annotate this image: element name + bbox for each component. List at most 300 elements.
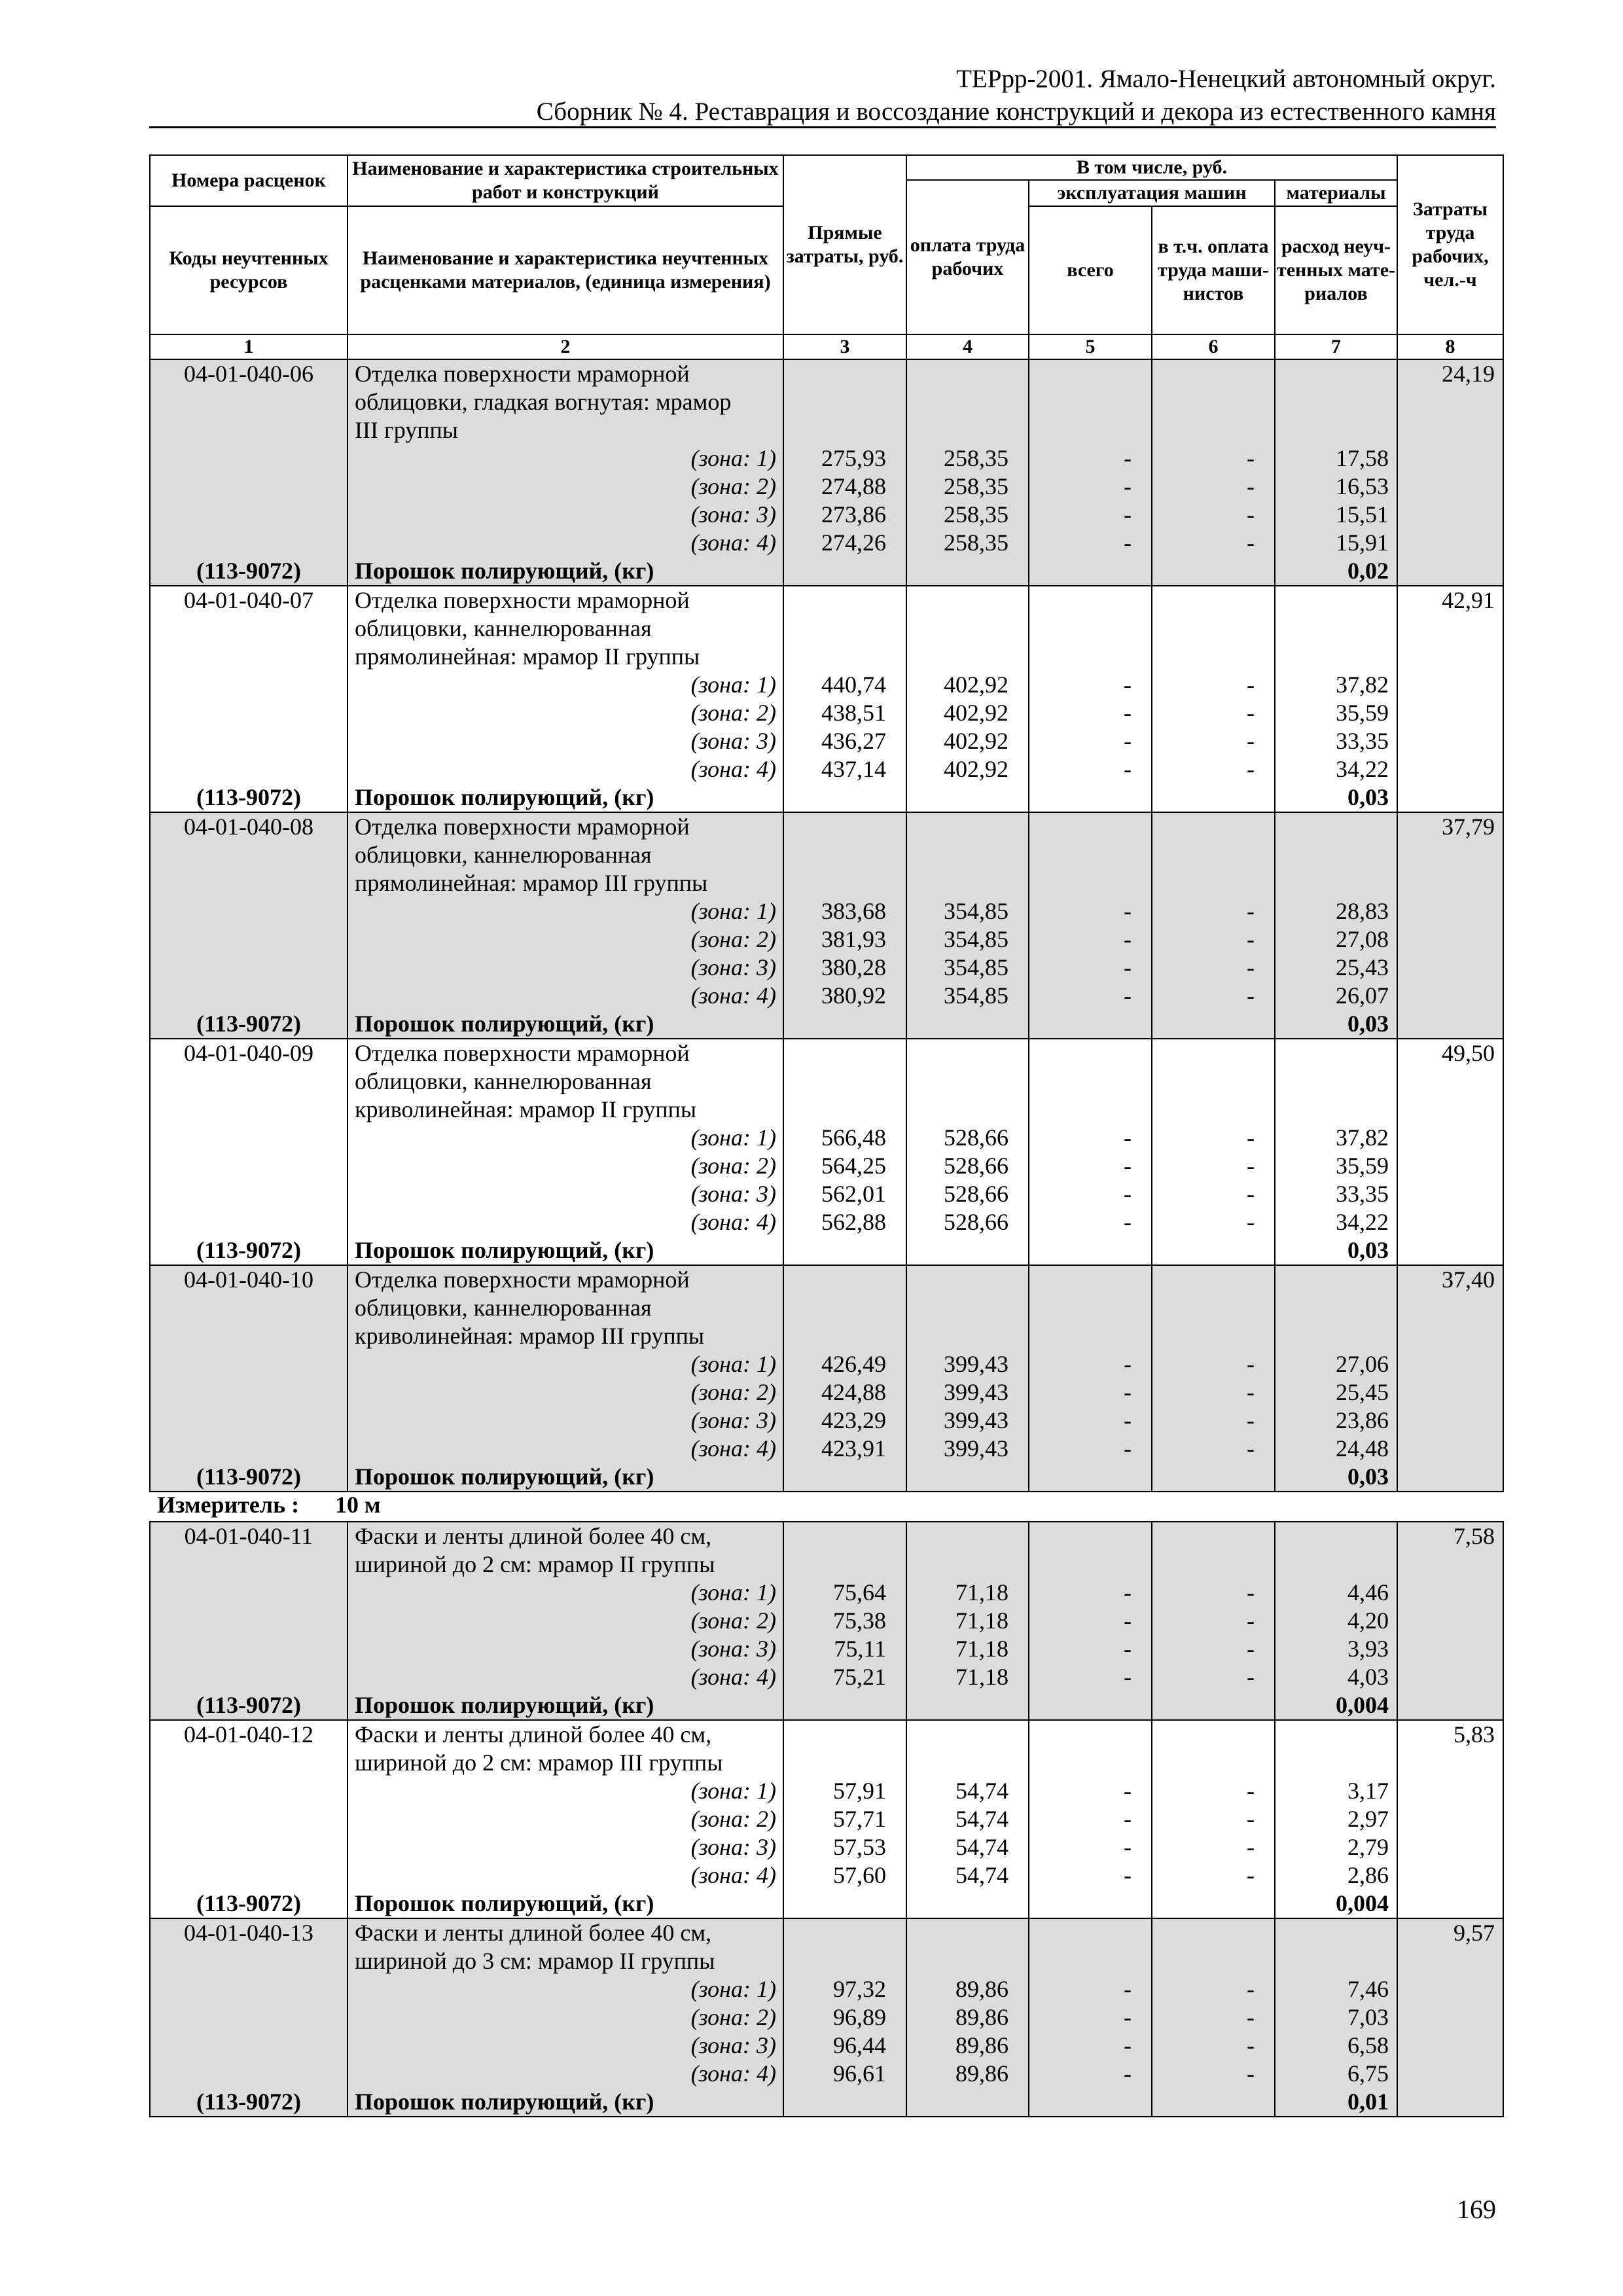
materials-cost xyxy=(1275,359,1397,388)
machines-total xyxy=(1029,869,1152,897)
labor-pay xyxy=(906,1039,1029,1067)
zone-label: (зона: 4) xyxy=(348,1861,783,1890)
machines-total xyxy=(1029,1294,1152,1322)
direct-cost xyxy=(783,1749,906,1777)
machinist-pay xyxy=(1152,783,1275,812)
labor-pay xyxy=(906,1322,1029,1350)
rate-code xyxy=(150,671,348,699)
materials-cost: 27,08 xyxy=(1275,925,1397,954)
machinist-pay xyxy=(1152,2088,1275,2117)
materials-cost: 35,59 xyxy=(1275,1152,1397,1180)
materials-cost: 25,43 xyxy=(1275,954,1397,982)
materials-cost: 34,22 xyxy=(1275,1208,1397,1236)
labor-hours xyxy=(1397,1749,1503,1777)
direct-cost xyxy=(783,615,906,643)
machinist-pay: - xyxy=(1152,529,1275,557)
machines-total xyxy=(1029,1720,1152,1749)
zone-label: (зона: 4) xyxy=(348,982,783,1010)
desc-row xyxy=(150,1947,1503,1975)
labor-hours xyxy=(1397,954,1503,982)
rate-code: 04-01-040-09 xyxy=(150,1039,348,1067)
direct-cost: 426,49 xyxy=(783,1350,906,1378)
rate-description: облицовки, каннелюрованная xyxy=(348,1067,783,1096)
materials-cost xyxy=(1275,1039,1397,1067)
labor-hours xyxy=(1397,1947,1503,1975)
rate-description: шириной до 3 см: мрамор II группы xyxy=(348,1947,783,1975)
rate-code xyxy=(150,982,348,1010)
rate-code xyxy=(150,1322,348,1350)
labor-hours xyxy=(1397,2003,1503,2032)
materials-cost: 33,35 xyxy=(1275,727,1397,755)
resource-row xyxy=(150,1010,1503,1039)
labor-pay: 89,86 xyxy=(906,1975,1029,2003)
desc-row xyxy=(150,1749,1503,1777)
machines-total: - xyxy=(1029,2032,1152,2060)
zone-label: (зона: 2) xyxy=(348,925,783,954)
rate-code xyxy=(150,699,348,727)
machinist-pay: - xyxy=(1152,1124,1275,1152)
rate-code xyxy=(150,1208,348,1236)
labor-pay xyxy=(906,615,1029,643)
desc-row xyxy=(150,1322,1503,1350)
zone-label: (зона: 3) xyxy=(348,727,783,755)
zone-label: (зона: 2) xyxy=(348,699,783,727)
materials-cost xyxy=(1275,1322,1397,1350)
labor-hours xyxy=(1397,444,1503,473)
machinist-pay xyxy=(1152,1551,1275,1579)
labor-hours xyxy=(1397,2088,1503,2117)
rate-code xyxy=(150,954,348,982)
zone-row xyxy=(150,1805,1503,1833)
direct-cost: 75,64 xyxy=(783,1579,906,1607)
direct-cost xyxy=(783,2088,906,2117)
labor-pay: 89,86 xyxy=(906,2003,1029,2032)
machinist-pay: - xyxy=(1152,925,1275,954)
zone-row xyxy=(150,1607,1503,1635)
labor-hours xyxy=(1397,841,1503,869)
rate-code xyxy=(150,1294,348,1322)
rate-description: облицовки, каннелюрованная xyxy=(348,841,783,869)
machines-total: - xyxy=(1029,529,1152,557)
labor-hours xyxy=(1397,2060,1503,2088)
machines-total: - xyxy=(1029,501,1152,529)
direct-cost: 438,51 xyxy=(783,699,906,727)
resource-code: (113-9072) xyxy=(150,1691,348,1720)
direct-cost xyxy=(783,1463,906,1492)
zone-row xyxy=(150,1435,1503,1463)
labor-hours: 5,83 xyxy=(1397,1720,1503,1749)
resource-row xyxy=(150,2088,1503,2117)
rate-description: III группы xyxy=(348,416,783,444)
zone-row xyxy=(150,1777,1503,1805)
labor-hours xyxy=(1397,1805,1503,1833)
rate-code xyxy=(150,1180,348,1208)
labor-pay xyxy=(906,841,1029,869)
header-rule xyxy=(149,126,1496,128)
machines-total xyxy=(1029,1463,1152,1492)
zone-label: (зона: 1) xyxy=(348,1777,783,1805)
direct-cost: 380,28 xyxy=(783,954,906,982)
machinist-pay xyxy=(1152,812,1275,841)
desc-row xyxy=(150,1720,1503,1749)
desc-row xyxy=(150,586,1503,615)
labor-hours xyxy=(1397,1378,1503,1407)
page-number: 169 xyxy=(1457,2195,1496,2224)
machinist-pay xyxy=(1152,1522,1275,1551)
labor-hours xyxy=(1397,671,1503,699)
labor-hours: 37,40 xyxy=(1397,1265,1503,1294)
zone-row xyxy=(150,1635,1503,1663)
zone-row xyxy=(150,1124,1503,1152)
rate-description: Отделка поверхности мраморной xyxy=(348,359,783,388)
materials-cost: 3,93 xyxy=(1275,1635,1397,1663)
rate-code xyxy=(150,2003,348,2032)
labor-hours xyxy=(1397,1124,1503,1152)
direct-cost: 436,27 xyxy=(783,727,906,755)
zone-row xyxy=(150,671,1503,699)
col-num: 2 xyxy=(348,334,783,359)
labor-pay: 354,85 xyxy=(906,982,1029,1010)
labor-pay xyxy=(906,1947,1029,1975)
rate-code xyxy=(150,416,348,444)
rates-table-1 xyxy=(149,359,1504,1492)
resource-quantity: 0,02 xyxy=(1275,557,1397,586)
zone-row xyxy=(150,1861,1503,1890)
labor-pay: 71,18 xyxy=(906,1663,1029,1691)
zone-label: (зона: 3) xyxy=(348,1407,783,1435)
machines-total xyxy=(1029,1236,1152,1265)
direct-cost: 440,74 xyxy=(783,671,906,699)
labor-pay: 528,66 xyxy=(906,1208,1029,1236)
direct-cost: 75,21 xyxy=(783,1663,906,1691)
labor-hours xyxy=(1397,529,1503,557)
col5-header: всего xyxy=(1029,206,1152,334)
labor-pay xyxy=(906,416,1029,444)
direct-cost xyxy=(783,586,906,615)
rate-code xyxy=(150,1124,348,1152)
machines-total xyxy=(1029,615,1152,643)
zone-row xyxy=(150,2060,1503,2088)
labor-hours xyxy=(1397,615,1503,643)
direct-cost xyxy=(783,1096,906,1124)
direct-cost xyxy=(783,359,906,388)
labor-pay: 399,43 xyxy=(906,1378,1029,1407)
machines-total: - xyxy=(1029,1350,1152,1378)
labor-pay: 54,74 xyxy=(906,1861,1029,1890)
labor-hours: 9,57 xyxy=(1397,1918,1503,1947)
machinist-pay xyxy=(1152,1890,1275,1918)
machinist-pay: - xyxy=(1152,444,1275,473)
materials-cost xyxy=(1275,416,1397,444)
rate-code xyxy=(150,1805,348,1833)
rate-description: прямолинейная: мрамор III группы xyxy=(348,869,783,897)
zone-row xyxy=(150,444,1503,473)
rate-description: Отделка поверхности мраморной xyxy=(348,586,783,615)
direct-cost: 96,61 xyxy=(783,2060,906,2088)
desc-row xyxy=(150,812,1503,841)
zone-label: (зона: 3) xyxy=(348,501,783,529)
direct-cost: 273,86 xyxy=(783,501,906,529)
labor-hours xyxy=(1397,1010,1503,1039)
machinist-pay: - xyxy=(1152,1777,1275,1805)
machines-total: - xyxy=(1029,671,1152,699)
rate-group xyxy=(150,1039,1503,1265)
direct-cost: 380,92 xyxy=(783,982,906,1010)
materials-cost: 3,17 xyxy=(1275,1777,1397,1805)
zone-row xyxy=(150,1152,1503,1180)
machines-total: - xyxy=(1029,699,1152,727)
col3-header: Прямые затраты, руб. xyxy=(783,155,906,334)
resource-code: (113-9072) xyxy=(150,783,348,812)
labor-pay: 89,86 xyxy=(906,2060,1029,2088)
zone-row xyxy=(150,954,1503,982)
machinist-pay xyxy=(1152,869,1275,897)
machines-total xyxy=(1029,1096,1152,1124)
labor-pay: 258,35 xyxy=(906,473,1029,501)
machinist-pay: - xyxy=(1152,1435,1275,1463)
rate-group xyxy=(150,1522,1503,1720)
direct-cost: 424,88 xyxy=(783,1378,906,1407)
labor-pay xyxy=(906,1551,1029,1579)
labor-hours xyxy=(1397,473,1503,501)
zone-row xyxy=(150,1579,1503,1607)
direct-cost: 97,32 xyxy=(783,1975,906,2003)
machines-total: - xyxy=(1029,1124,1152,1152)
rate-code xyxy=(150,869,348,897)
page-header xyxy=(149,63,1496,128)
machines-total: - xyxy=(1029,1805,1152,1833)
desc-row xyxy=(150,643,1503,671)
machines-total: - xyxy=(1029,1378,1152,1407)
machines-total: - xyxy=(1029,473,1152,501)
machinist-pay xyxy=(1152,615,1275,643)
machines-total: - xyxy=(1029,925,1152,954)
zone-row xyxy=(150,1663,1503,1691)
materials-cost xyxy=(1275,643,1397,671)
zone-label: (зона: 2) xyxy=(348,473,783,501)
machines-total: - xyxy=(1029,1607,1152,1635)
labor-pay: 528,66 xyxy=(906,1124,1029,1152)
labor-hours xyxy=(1397,1236,1503,1265)
direct-cost xyxy=(783,1067,906,1096)
rate-code: 04-01-040-08 xyxy=(150,812,348,841)
col-num: 4 xyxy=(906,334,1029,359)
zone-label: (зона: 2) xyxy=(348,1607,783,1635)
resource-quantity: 0,004 xyxy=(1275,1890,1397,1918)
machinist-pay xyxy=(1152,1010,1275,1039)
resource-name: Порошок полирующий, (кг) xyxy=(348,557,783,586)
direct-cost xyxy=(783,1890,906,1918)
direct-cost xyxy=(783,1691,906,1720)
machinist-pay: - xyxy=(1152,1350,1275,1378)
rate-code xyxy=(150,1663,348,1691)
machines-total: - xyxy=(1029,954,1152,982)
rate-code xyxy=(150,2060,348,2088)
labor-pay xyxy=(906,359,1029,388)
zone-label: (зона: 4) xyxy=(348,755,783,783)
labor-hours xyxy=(1397,1067,1503,1096)
rate-code xyxy=(150,1551,348,1579)
desc-row xyxy=(150,1067,1503,1096)
machinist-pay: - xyxy=(1152,727,1275,755)
machines-total: - xyxy=(1029,727,1152,755)
labor-pay: 258,35 xyxy=(906,444,1029,473)
labor-pay xyxy=(906,1918,1029,1947)
rate-description: Отделка поверхности мраморной xyxy=(348,1039,783,1067)
rate-code xyxy=(150,727,348,755)
labor-hours xyxy=(1397,1322,1503,1350)
rate-code xyxy=(150,1152,348,1180)
labor-pay: 54,74 xyxy=(906,1777,1029,1805)
desc-row xyxy=(150,841,1503,869)
col-num: 5 xyxy=(1029,334,1152,359)
machines-total xyxy=(1029,1918,1152,1947)
labor-hours xyxy=(1397,1463,1503,1492)
labor-pay xyxy=(906,1236,1029,1265)
machinist-pay xyxy=(1152,1236,1275,1265)
resource-quantity: 0,03 xyxy=(1275,783,1397,812)
resource-name: Порошок полирующий, (кг) xyxy=(348,2088,783,2117)
machinist-pay: - xyxy=(1152,1208,1275,1236)
rate-group xyxy=(150,586,1503,812)
machines-total xyxy=(1029,783,1152,812)
labor-hours xyxy=(1397,1350,1503,1378)
materials-cost: 7,46 xyxy=(1275,1975,1397,2003)
rate-description: облицовки, гладкая вогнутая: мрамор xyxy=(348,388,783,416)
machinist-pay xyxy=(1152,643,1275,671)
resource-name: Порошок полирующий, (кг) xyxy=(348,1236,783,1265)
machinist-pay xyxy=(1152,1294,1275,1322)
direct-cost xyxy=(783,1322,906,1350)
desc-row xyxy=(150,1096,1503,1124)
materials-cost: 28,83 xyxy=(1275,897,1397,925)
labor-pay: 528,66 xyxy=(906,1152,1029,1180)
materials-cost xyxy=(1275,586,1397,615)
labor-hours xyxy=(1397,1579,1503,1607)
labor-pay: 402,92 xyxy=(906,699,1029,727)
direct-cost: 274,88 xyxy=(783,473,906,501)
materials-cost: 37,82 xyxy=(1275,1124,1397,1152)
machines-total xyxy=(1029,2088,1152,2117)
direct-cost: 423,29 xyxy=(783,1407,906,1435)
labor-pay: 402,92 xyxy=(906,727,1029,755)
materials-header: материалы xyxy=(1275,180,1397,206)
direct-cost: 75,11 xyxy=(783,1635,906,1663)
resource-name: Порошок полирующий, (кг) xyxy=(348,1890,783,1918)
zone-row xyxy=(150,2032,1503,2060)
collection-title: ТЕРрр-2001. Ямало-Ненецкий автономный округ. xyxy=(956,65,1496,93)
labor-hours xyxy=(1397,1208,1503,1236)
labor-hours: 37,79 xyxy=(1397,812,1503,841)
col-num: 8 xyxy=(1397,334,1503,359)
direct-cost: 562,01 xyxy=(783,1180,906,1208)
direct-cost xyxy=(783,783,906,812)
labor-pay xyxy=(906,1096,1029,1124)
rate-group xyxy=(150,1918,1503,2117)
machines-total: - xyxy=(1029,444,1152,473)
rate-description: Фаски и ленты длиной более 40 см, xyxy=(348,1918,783,1947)
col6-header: в т.ч. оплата труда маши-нистов xyxy=(1152,206,1275,334)
rate-description: Фаски и ленты длиной более 40 см, xyxy=(348,1720,783,1749)
materials-cost: 15,91 xyxy=(1275,529,1397,557)
materials-cost xyxy=(1275,1294,1397,1322)
materials-cost: 26,07 xyxy=(1275,982,1397,1010)
labor-hours xyxy=(1397,388,1503,416)
machinist-pay: - xyxy=(1152,1607,1275,1635)
materials-cost xyxy=(1275,1720,1397,1749)
machinist-pay xyxy=(1152,841,1275,869)
rate-code xyxy=(150,755,348,783)
materials-cost: 27,06 xyxy=(1275,1350,1397,1378)
materials-cost xyxy=(1275,1522,1397,1551)
desc-row xyxy=(150,1918,1503,1947)
machinist-pay xyxy=(1152,1720,1275,1749)
machines-total: - xyxy=(1029,982,1152,1010)
desc-row xyxy=(150,869,1503,897)
rate-description: облицовки, каннелюрованная xyxy=(348,1294,783,1322)
materials-cost: 2,97 xyxy=(1275,1805,1397,1833)
labor-hours xyxy=(1397,1663,1503,1691)
materials-cost: 23,86 xyxy=(1275,1407,1397,1435)
labor-hours xyxy=(1397,1975,1503,2003)
machinist-pay: - xyxy=(1152,1805,1275,1833)
direct-cost xyxy=(783,1720,906,1749)
direct-cost xyxy=(783,1039,906,1067)
resource-code: (113-9072) xyxy=(150,1890,348,1918)
zone-row xyxy=(150,1350,1503,1378)
machinist-pay: - xyxy=(1152,1407,1275,1435)
zone-label: (зона: 2) xyxy=(348,1152,783,1180)
machines-total xyxy=(1029,557,1152,586)
labor-pay xyxy=(906,1749,1029,1777)
rate-code xyxy=(150,841,348,869)
rate-description: криволинейная: мрамор II группы xyxy=(348,1096,783,1124)
labor-pay: 71,18 xyxy=(906,1635,1029,1663)
machines-total: - xyxy=(1029,755,1152,783)
resource-name: Порошок полирующий, (кг) xyxy=(348,1463,783,1492)
machinist-pay: - xyxy=(1152,1635,1275,1663)
labor-hours xyxy=(1397,1294,1503,1322)
machines-total xyxy=(1029,1551,1152,1579)
col2-top-header: Наименование и характеристика строительных работ и конструкций xyxy=(348,155,783,206)
machinist-pay: - xyxy=(1152,1833,1275,1861)
zone-row xyxy=(150,1407,1503,1435)
col-num: 7 xyxy=(1275,334,1397,359)
rate-code xyxy=(150,444,348,473)
direct-cost: 274,26 xyxy=(783,529,906,557)
rate-code: 04-01-040-13 xyxy=(150,1918,348,1947)
materials-cost: 24,48 xyxy=(1275,1435,1397,1463)
machinist-pay: - xyxy=(1152,897,1275,925)
rate-code xyxy=(150,473,348,501)
rate-code xyxy=(150,1749,348,1777)
zone-label: (зона: 2) xyxy=(348,1378,783,1407)
labor-hours: 7,58 xyxy=(1397,1522,1503,1551)
zone-row xyxy=(150,1833,1503,1861)
zone-label: (зона: 3) xyxy=(348,1180,783,1208)
rate-code xyxy=(150,1378,348,1407)
zone-label: (зона: 3) xyxy=(348,2032,783,2060)
labor-pay: 354,85 xyxy=(906,897,1029,925)
labor-hours xyxy=(1397,1407,1503,1435)
zone-label: (зона: 3) xyxy=(348,1833,783,1861)
materials-cost: 6,58 xyxy=(1275,2032,1397,2060)
labor-hours xyxy=(1397,699,1503,727)
labor-pay: 399,43 xyxy=(906,1407,1029,1435)
labor-hours xyxy=(1397,1691,1503,1720)
rates-table-2 xyxy=(149,1521,1504,2117)
col8-header: Затраты труда рабочих, чел.-ч xyxy=(1397,155,1503,334)
